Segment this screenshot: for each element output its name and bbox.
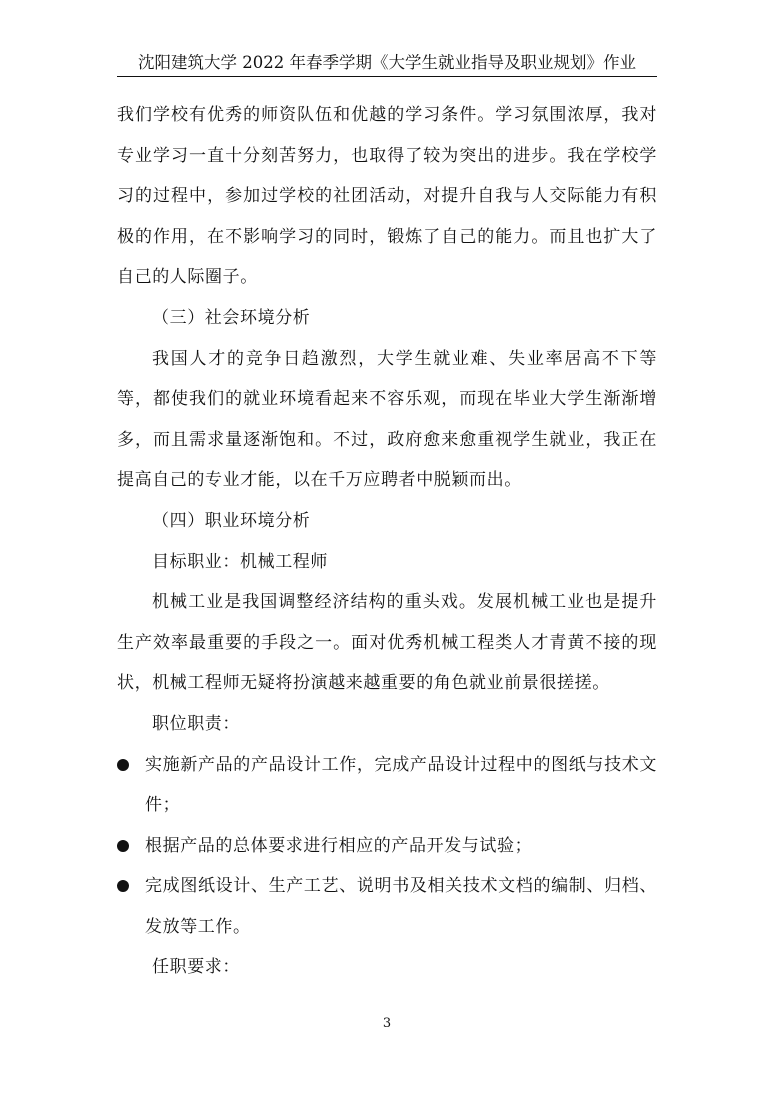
duties-list (117, 745, 657, 948)
requirements-label: 任职要求： (152, 957, 240, 978)
document-body (117, 95, 657, 988)
bullet-dot-icon (117, 759, 129, 771)
bullet-dot-icon (117, 880, 129, 892)
section-heading-social-environment: （三）社会环境分析 (152, 307, 311, 328)
duty-text: 实施新产品的产品设计工作，完成产品设计过程中的图纸与技术文件； (145, 754, 657, 816)
bullet-dot-icon (117, 840, 129, 852)
duty-list-item (117, 826, 657, 867)
page-number: 3 (382, 1016, 392, 1031)
paragraph-school-environment: 我们学校有优秀的师资队伍和优越的学习条件。学习氛围浓厚，我对专业学习一直十分刻苦努力，也取得了较为突出的进步。我在学校学习的过程中，参加过学校的社团活动，对提升自我与人交际能力有积极的作用，在不影响学习的同时，锻炼了自己的能力。而且也扩大了自己的人际圈子。 (117, 105, 657, 288)
duty-text: 根据产品的总体要求进行相应的产品开发与试验； (145, 835, 533, 856)
paragraph-machinery-industry: 机械工业是我国调整经济结构的重头戏。发展机械工业也是提升生产效率最重要的手段之一。面对优秀机械工程类人才青黄不接的现状，机械工程师无疑将扮演越来越重要的角色就业前景很搓搓。 (117, 592, 657, 694)
duties-label: 职位职责： (152, 713, 240, 734)
header-rule (117, 76, 657, 77)
page-header-title: 沈阳建筑大学 2022 年春季学期《大学生就业指导及职业规划》作业 (138, 53, 636, 72)
duty-text: 完成图纸设计、生产工艺、说明书及相关技术文档的编制、归档、发放等工作。 (145, 876, 657, 937)
section-heading-career-environment: （四）职业环境分析 (152, 510, 311, 531)
duty-list-item (117, 745, 657, 826)
duty-list-item (117, 866, 657, 947)
paragraph-social-environment: 我国人才的竞争日趋激烈，大学生就业难、失业率居高不下等等，都使我们的就业环境看起来不容乐观，而现在毕业大学生渐渐增多，而且需求量逐渐饱和。不过，政府愈来愈重视学生就业，我正在提高自己的专业才能，以在千万应聘者中脱颖而出。 (117, 348, 657, 491)
target-career-line: 目标职业：机械工程师 (152, 551, 328, 572)
